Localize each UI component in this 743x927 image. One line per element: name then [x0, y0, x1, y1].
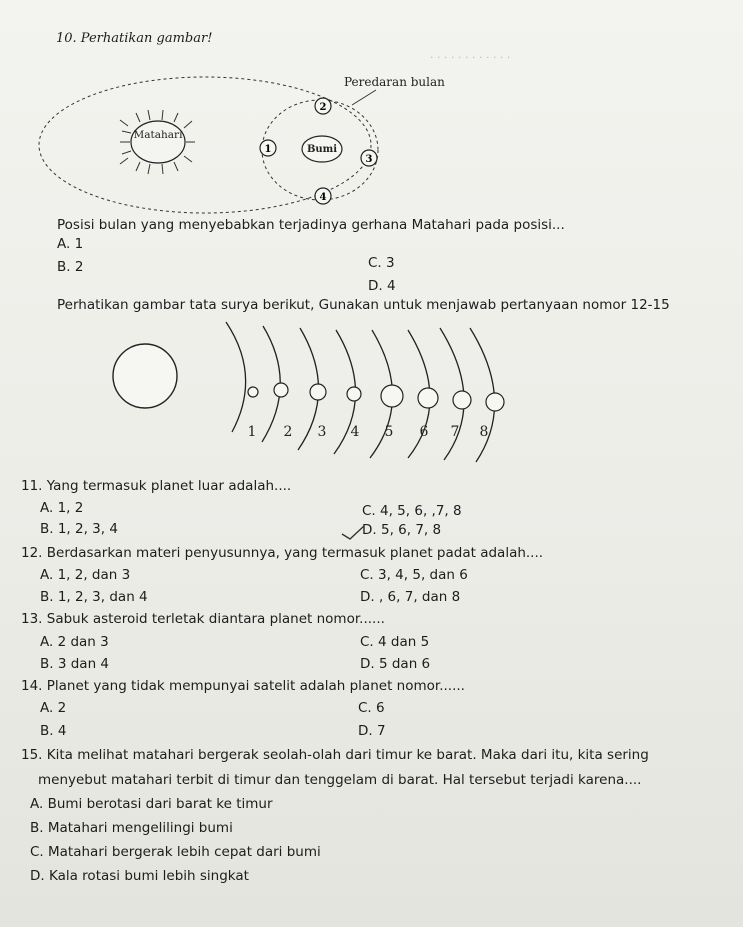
q12-question: 12. Berdasarkan materi penyusunnya, yang termasuk planet padat adalah....	[21, 545, 544, 561]
q11-option-c[interactable]: C. 4, 5, 6, ,7, 8	[362, 503, 462, 519]
moon-position-4	[315, 188, 331, 204]
q13-question: 13. Sabuk asteroid terletak diantara planet nomor......	[21, 611, 385, 627]
q12-option-b[interactable]: B. 1, 2, 3, dan 4	[40, 589, 148, 605]
q13-option-c[interactable]: C. 4 dan 5	[360, 634, 430, 650]
planet-number-5: 5	[384, 424, 394, 440]
orbit-arc-1	[226, 322, 246, 432]
q15-question-line2: menyebut matahari terbit di timur dan tenggelam di barat. Hal tersebut terjadi karena....	[38, 772, 642, 788]
q14-option-a[interactable]: A. 2	[40, 700, 67, 716]
q14-option-d[interactable]: D. 7	[358, 723, 386, 739]
moon-position-3	[361, 150, 377, 166]
svg-text:4: 4	[319, 192, 327, 203]
q11-option-b[interactable]: B. 1, 2, 3, 4	[40, 521, 118, 537]
planet-number-3: 3	[317, 424, 327, 440]
q13-option-b[interactable]: B. 3 dan 4	[40, 656, 110, 672]
q15-option-a[interactable]: A. Bumi berotasi dari barat ke timur	[30, 796, 273, 812]
q10-question: Posisi bulan yang menyebabkan terjadinya gerhana Matahari pada posisi...	[57, 217, 565, 233]
q15-option-b[interactable]: B. Matahari mengelilingi bumi	[30, 820, 233, 836]
sun-label: Matahari	[133, 129, 183, 141]
q15-question-line1: 15. Kita melihat matahari bergerak seolah-olah dari timur ke barat. Maka dari itu, kita sering	[21, 747, 649, 763]
q10-instruction: 10. Perhatikan gambar!	[56, 31, 213, 46]
planet-8	[486, 393, 504, 411]
planet-number-2: 2	[283, 424, 293, 440]
svg-text:2: 2	[319, 102, 327, 113]
earth-label: Bumi	[306, 144, 338, 155]
q14-question: 14. Planet yang tidak mempunyai satelit adalah planet nomor......	[21, 678, 465, 694]
q14-option-b[interactable]: B. 4	[40, 723, 67, 739]
q10-option-b[interactable]: B. 2	[57, 259, 84, 275]
q13-option-a[interactable]: A. 2 dan 3	[40, 634, 109, 650]
q11-question: 11. Yang termasuk planet luar adalah....	[21, 478, 292, 494]
planet-7	[453, 391, 471, 409]
q12-option-c[interactable]: C. 3, 4, 5, dan 6	[360, 567, 468, 583]
planet-4	[347, 387, 361, 401]
q10-option-d[interactable]: D. 4	[368, 278, 396, 294]
planet-number-6: 6	[419, 424, 429, 440]
sun-icon	[120, 110, 195, 174]
planet-number-1: 1	[247, 424, 257, 440]
intro-11-15: Perhatikan gambar tata surya berikut, Gunakan untuk menjawab pertanyaan nomor 12-15	[57, 297, 670, 313]
q12-option-a[interactable]: A. 1, 2, dan 3	[40, 567, 131, 583]
svg-text:3: 3	[365, 154, 373, 165]
q11-option-d[interactable]: D. 5, 6, 7, 8	[362, 522, 442, 538]
moon-position-1	[260, 140, 276, 156]
planet-5	[381, 385, 403, 407]
solar-system-diagram	[0, 300, 743, 470]
orbit-label: Peredaran bulan	[344, 75, 445, 89]
planet-3	[310, 384, 326, 400]
q13-option-d[interactable]: D. 5 dan 6	[360, 656, 431, 672]
svg-text:1: 1	[264, 144, 272, 155]
moon-orbit-diagram	[0, 0, 743, 320]
planet-number-7: 7	[450, 424, 460, 440]
checkmark-icon	[340, 522, 370, 544]
planet-number-8: 8	[479, 424, 489, 440]
sun-icon	[113, 344, 177, 408]
q15-option-d[interactable]: D. Kala rotasi bumi lebih singkat	[30, 868, 249, 884]
planet-2	[274, 383, 288, 397]
moon-position-2	[315, 98, 331, 114]
q14-option-c[interactable]: C. 6	[358, 700, 385, 716]
planet-1	[248, 387, 258, 397]
q10-option-a[interactable]: A. 1	[57, 236, 84, 252]
planet-number-4: 4	[350, 424, 360, 440]
planet-6	[418, 388, 438, 408]
q12-option-d[interactable]: D. , 6, 7, dan 8	[360, 589, 461, 605]
q10-option-c[interactable]: C. 3	[368, 255, 395, 271]
bleed-through-text: . . . . . . . . . . . .	[430, 48, 511, 61]
q15-option-c[interactable]: C. Matahari bergerak lebih cepat dari bumi	[30, 844, 321, 860]
q11-option-a[interactable]: A. 1, 2	[40, 500, 84, 516]
